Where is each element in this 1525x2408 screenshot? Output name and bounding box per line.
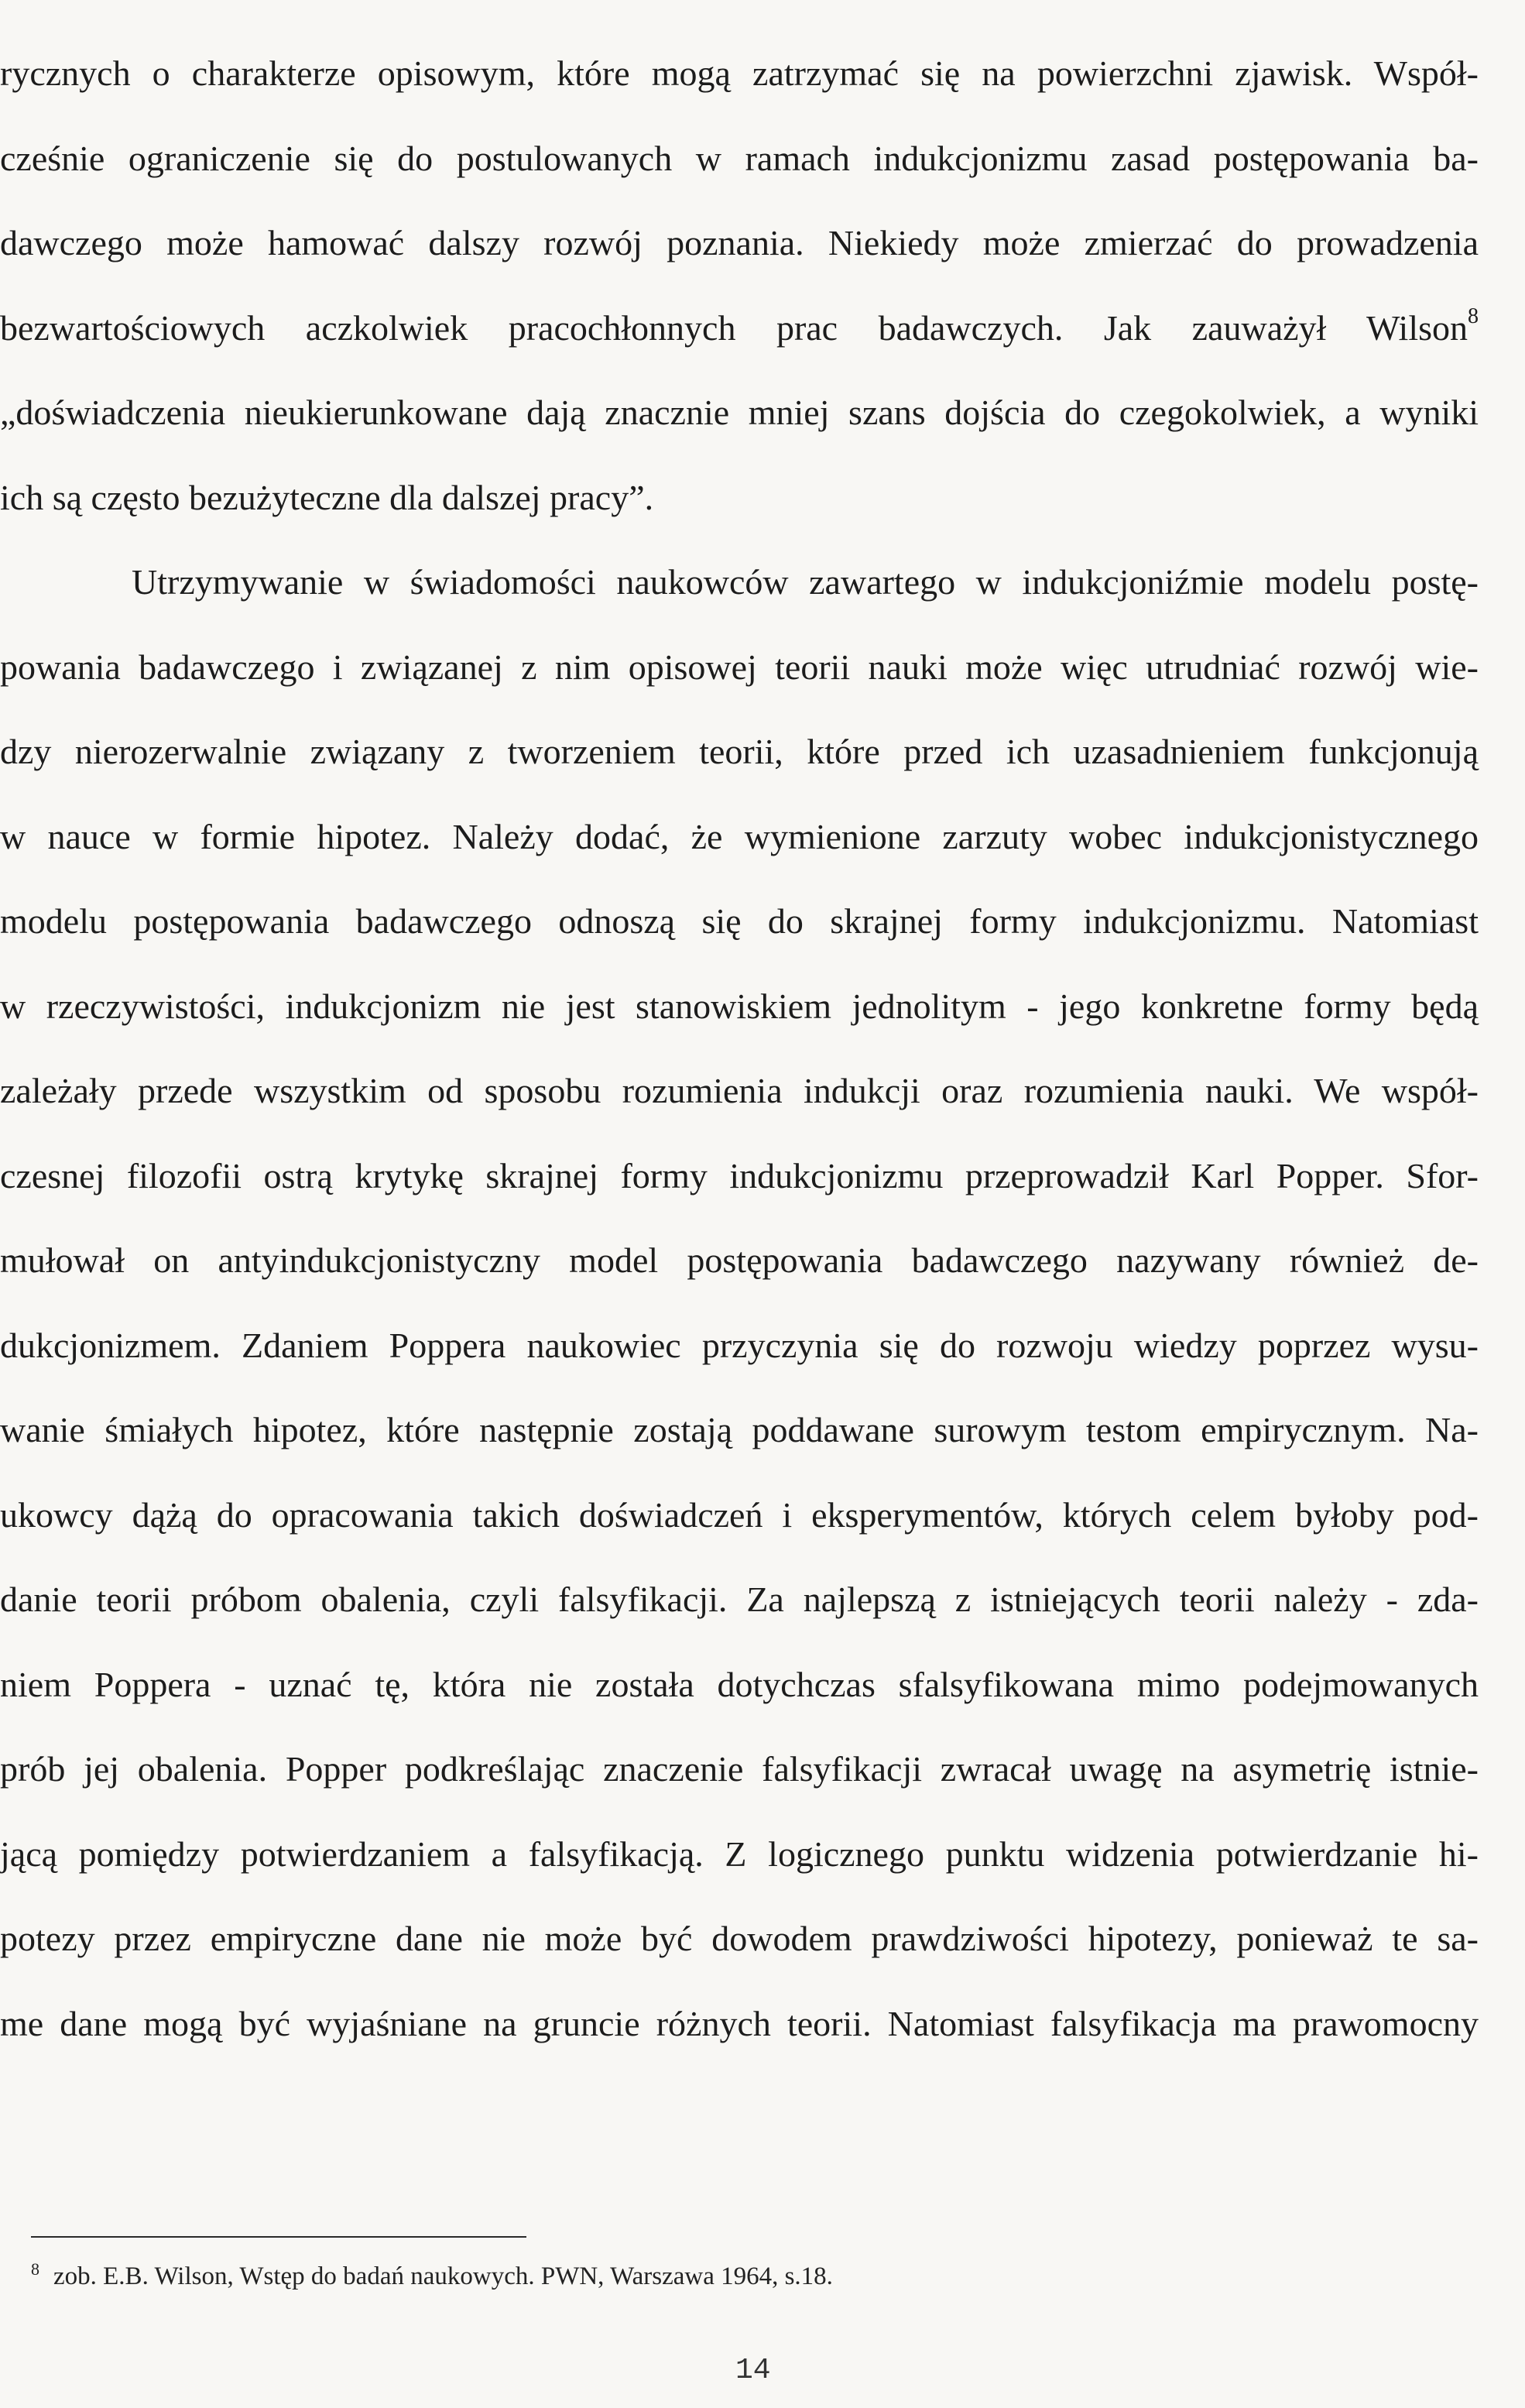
text-line: niem Poppera - uznać tę, która nie została dotychczas sfalsyfikowana mimo podejmowanych [0,1664,1479,1704]
text-line: w rzeczywistości, indukcjonizm nie jest stanowiskiem jednolitym - jego konkretne formy będą [0,986,1479,1026]
text-line: czesnej filozofii ostrą krytykę skrajnej formy indukcjonizmu przeprowadził Karl Popper. Sfor- [0,1155,1479,1195]
footnote [31,2259,833,2291]
text-line: Utrzymywanie w świadomości naukowców zawartego w indukcjoniźmie modelu postę- [132,562,1479,602]
footnote-mark: 8 [31,2259,39,2279]
page-number: 14 [735,2354,771,2387]
footnote-reference: 8 [1468,304,1479,328]
text-line: modelu postępowania badawczego odnoszą się do skrajnej formy indukcjonizmu. Natomiast [0,901,1479,941]
text-line: mułował on antyindukcjonistyczny model postępowania badawczego nazywany również de- [0,1240,1479,1280]
text-line: jącą pomiędzy potwierdzaniem a falsyfikacją. Z logicznego punktu widzenia potwierdzanie hi- [0,1833,1479,1874]
paragraph-2 [0,540,1479,2066]
text-line: cześnie ograniczenie się do postulowanych w ramach indukcjonizmu zasad postępowania ba- [0,138,1479,178]
text-line: ich są często bezużyteczne dla dalszej pracy”. [0,477,654,517]
text-line: powania badawczego i związanej z nim opisowej teorii nauki może więc utrudniać rozwój wie- [0,647,1479,687]
text-line: w nauce w formie hipotez. Należy dodać, że wymienione zarzuty wobec indukcjonistycznego [0,816,1479,856]
text-line: zależały przede wszystkim od sposobu rozumienia indukcji oraz rozumienia nauki. We współ- [0,1071,1479,1110]
text-line: me dane mogą być wyjaśniane na gruncie różnych teorii. Natomiast falsyfikacja ma prawomocny [0,2003,1479,2043]
text-line: danie teorii próbom obalenia, czyli falsyfikacji. Za najlepszą z istniejących teorii należy - zda- [0,1580,1479,1619]
text-line: ukowcy dążą do opracowania takich doświadczeń i eksperymentów, których celem byłoby pod- [0,1494,1479,1535]
text-line: rycznych o charakterze opisowym, które mogą zatrzymać się na powierzchni zjawisk. Współ- [0,53,1479,93]
footnote-text: zob. E.B. Wilson, Wstęp do badań naukowych. PWN, Warszawa 1964, s.18. [53,2262,833,2290]
text-line: potezy przez empiryczne dane nie może być dowodem prawdziwości hipotezy, ponieważ te sa- [0,1919,1479,1958]
paragraph-1 [0,31,1479,540]
footnote-divider [31,2236,526,2238]
text-line: bezwartościowych aczkolwiek pracochłonnych prac badawczych. Jak zauważył Wilson$^8$ [0,304,1479,348]
text-line: dzy nierozerwalnie związany z tworzeniem teorii, które przed ich uzasadnieniem funkcjonują [0,732,1479,771]
text-line: prób jej obalenia. Popper podkreślając znaczenie falsyfikacji zwracał uwagę na asymetrię istnie- [0,1749,1479,1789]
text-line: wanie śmiałych hipotez, które następnie zostają poddawane surowym testom empirycznym. Na- [0,1410,1479,1449]
text-line: „doświadczenia nieukierunkowane dają znacznie mniej szans dojścia do czegokolwiek, a wyniki [0,393,1479,432]
main-text [0,31,1479,2066]
text-line: dawczego może hamować dalszy rozwój poznania. Niekiedy może zmierzać do prowadzenia [0,223,1479,262]
text-line: dukcjonizmem. Zdaniem Poppera naukowiec przyczynia się do rozwoju wiedzy poprzez wysu- [0,1325,1479,1365]
